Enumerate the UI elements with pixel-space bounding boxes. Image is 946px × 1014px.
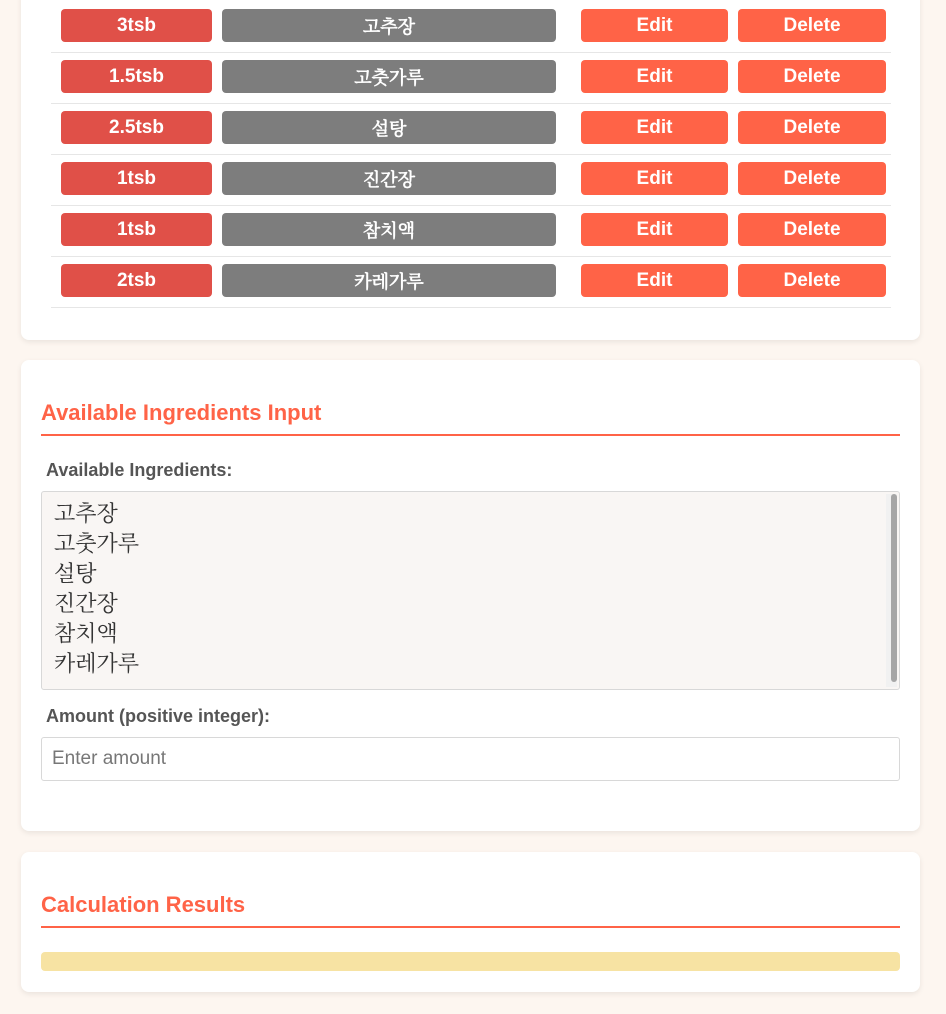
edit-button[interactable]: Edit [581, 213, 728, 246]
ingredient-name: 진간장 [222, 162, 556, 195]
edit-button[interactable]: Edit [581, 162, 728, 195]
delete-button[interactable]: Delete [738, 111, 886, 144]
result-message-bar [41, 952, 900, 971]
delete-button[interactable]: Delete [738, 213, 886, 246]
section-title: Available Ingredients Input [41, 400, 900, 436]
ingredient-row [51, 2, 891, 53]
available-ingredients-select[interactable] [41, 491, 900, 690]
edit-button[interactable]: Edit [581, 111, 728, 144]
listbox-options [42, 492, 899, 680]
ingredient-row [51, 53, 891, 104]
ingredient-list [51, 2, 891, 308]
amount-label: Amount (positive integer): [46, 706, 270, 726]
scrollbar-thumb[interactable] [891, 494, 897, 682]
select-option[interactable]: 설탕 [54, 562, 97, 587]
calculation-results-card [21, 852, 920, 992]
ingredient-name: 카레가루 [222, 264, 556, 297]
delete-button[interactable]: Delete [738, 60, 886, 93]
select-option[interactable]: 고추장 [54, 502, 118, 527]
ingredient-amount: 1tsb [61, 213, 212, 246]
amount-input[interactable] [41, 737, 900, 781]
ingredient-amount: 2.5tsb [61, 111, 212, 144]
ingredient-row [51, 155, 891, 206]
select-option[interactable]: 고춧가루 [54, 532, 140, 557]
edit-button[interactable]: Edit [581, 264, 728, 297]
select-option[interactable]: 카레가루 [54, 652, 140, 677]
ingredient-row [51, 257, 891, 308]
recipe-ingredients-card [21, 0, 920, 340]
available-ingredients-label: Available Ingredients: [46, 460, 233, 480]
ingredient-amount: 1tsb [61, 162, 212, 195]
delete-button[interactable]: Delete [738, 9, 886, 42]
section-title: Calculation Results [41, 892, 900, 928]
select-option[interactable]: 진간장 [54, 592, 118, 617]
select-option[interactable]: 참치액 [54, 622, 118, 647]
ingredient-row [51, 104, 891, 155]
delete-button[interactable]: Delete [738, 162, 886, 195]
available-ingredients-card [21, 360, 920, 831]
ingredient-name: 설탕 [222, 111, 556, 144]
ingredient-row [51, 206, 891, 257]
ingredient-amount: 1.5tsb [61, 60, 212, 93]
ingredient-amount: 3tsb [61, 9, 212, 42]
ingredient-name: 고추장 [222, 9, 556, 42]
ingredient-amount: 2tsb [61, 264, 212, 297]
ingredient-name: 고춧가루 [222, 60, 556, 93]
ingredient-name: 참치액 [222, 213, 556, 246]
edit-button[interactable]: Edit [581, 60, 728, 93]
delete-button[interactable]: Delete [738, 264, 886, 297]
edit-button[interactable]: Edit [581, 9, 728, 42]
